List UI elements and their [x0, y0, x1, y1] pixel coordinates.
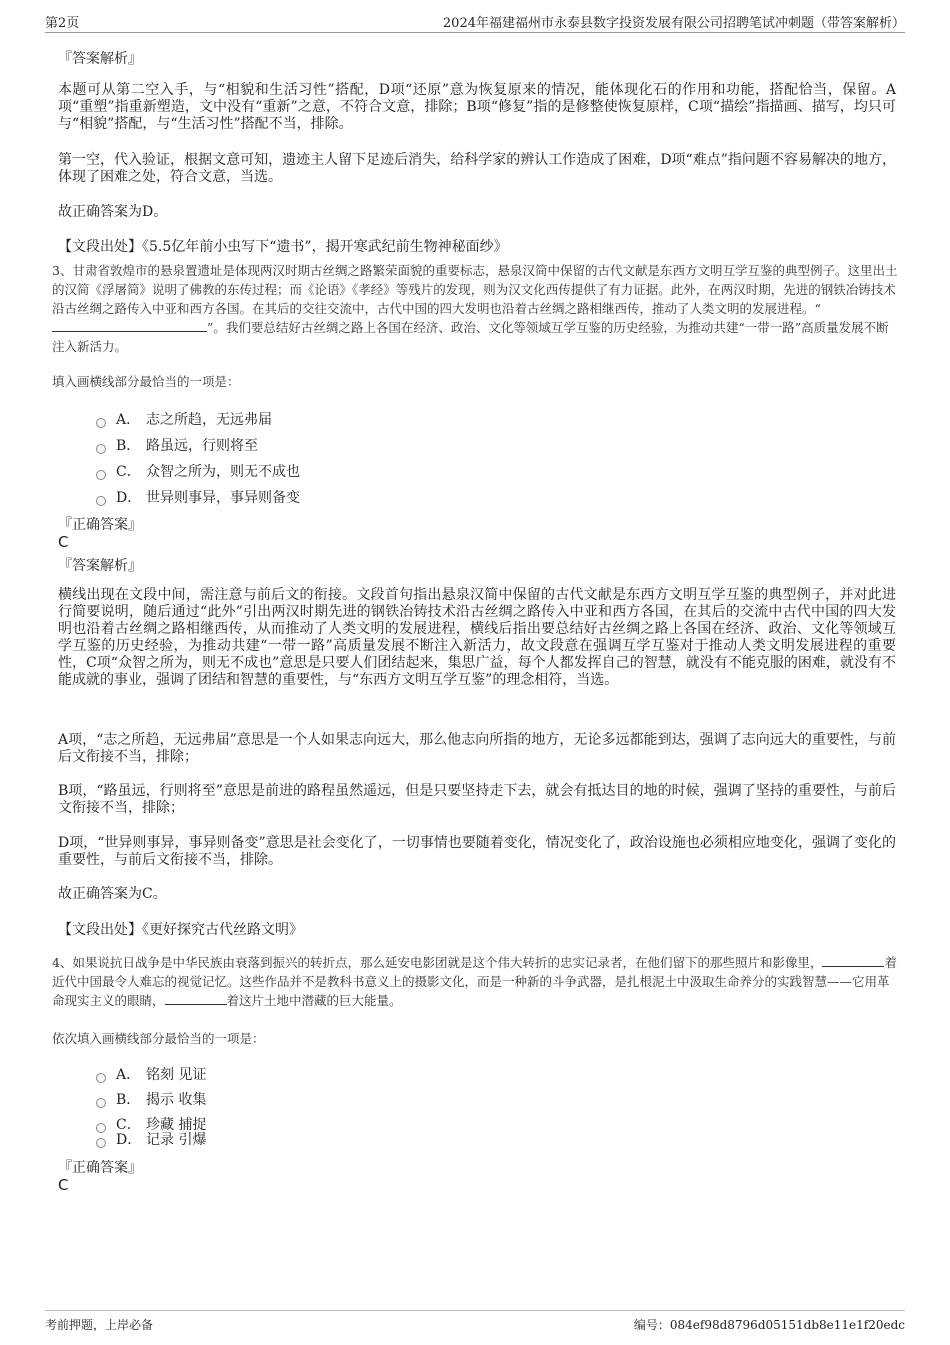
q3-analysis-d: D项，“世异则事异，事异则备变”意思是社会变化了，一切事情也要随着变化，情况变化了，政治设施也必须相应地变化，强调了变化的重要性，与前后文衔接不当，排除。: [58, 835, 896, 868]
q3-stem-b: ”。我们要总结好古丝绸之路上各国在经济、政治、文化等领域互学互鉴的历史经验，为推动共建“一带一路”高质量发展不断注入新活力。: [52, 320, 889, 354]
q3-option-b[interactable]: B． 路虽远，行则将至: [96, 435, 258, 455]
q3-analysis-a: A项，“志之所趋，无远弗届”意思是一个人如果志向远大，那么他志向所指的地方，无论多远都能到达，强调了志向远大的重要性，与前后文衔接不当，排除；: [58, 732, 896, 765]
q4-blank-2: [165, 992, 227, 1005]
q3-option-d[interactable]: D． 世异则事异，事异则备变: [96, 487, 300, 507]
q3-option-a[interactable]: A． 志之所趋，无远弗届: [96, 409, 272, 429]
q4-prompt: 依次填入画横线部分最恰当的一项是：: [52, 1031, 265, 1046]
radio-icon[interactable]: [96, 1138, 106, 1148]
radio-icon[interactable]: [96, 1073, 106, 1083]
q2-conclusion: 故正确答案为D。: [58, 204, 168, 220]
radio-icon[interactable]: [96, 418, 106, 428]
q4-stem-b: 着近代中国最令人难忘的视觉记忆。这些作品并不是教科书意义上的摄影文化，而是一种新的斗争武器，是扎根泥土中汲取生命养分的实践智慧——它用革命现实主义的眼睛，: [52, 955, 897, 1008]
q3-option-c[interactable]: C． 众智之所为，则无不成也: [96, 461, 300, 481]
q4-stem-a: 4、如果说抗日战争是中华民族由衰落到振兴的转折点，那么延安电影团就是这个伟大转折的忠实记录者，在他们留下的那些照片和影像里，: [52, 955, 823, 970]
q4-stem-c: 着这片土地中潜藏的巨大能量。: [226, 993, 402, 1008]
q3-conclusion: 故正确答案为C。: [58, 886, 167, 902]
q3-stem: [52, 261, 898, 356]
q4-blank-1: [822, 954, 884, 967]
q3-prompt: 填入画横线部分最恰当的一项是：: [52, 374, 240, 389]
q2-analysis-para2: 第一空，代入验证，根据文意可知，遗迹主人留下足迹后消失，给科学家的辨认工作造成了困难，D项“难点”指问题不容易解决的地方，体现了困难之处，符合文意，当选。: [58, 152, 896, 185]
radio-icon[interactable]: [96, 444, 106, 454]
document-id: 编号：084ef98d8796d05151db8e11e1f20edc: [633, 1318, 905, 1332]
q4-option-b[interactable]: B． 揭示 收集: [96, 1089, 206, 1109]
q3-analysis-label: 『答案解析』: [58, 558, 142, 574]
radio-icon[interactable]: [96, 470, 106, 480]
q3-analysis-main: 横线出现在文段中间，需注意与前后文的衔接。文段首句指出悬泉汉简中保留的古代文献是东西方文明互学互鉴的典型例子，并对此进行简要说明，随后通过“此外”引出两汉时期先进的钢铁冶铸技术沿古丝绸之路传入中亚和西方各国，在其后的交流中古代中国的四大发明也沿着古丝绸之路相继西传，从而推动了人类文明的发展进程，横线后指出要总结好古丝绸之路上各国在经济、政治、文化等领域互学互鉴的历史经验，为推动共建“一带一路”高质量发展不断注入新活力，故文段意在强调互学互鉴对于推动人类文明发展进程的重要性，C项“众智之所为，则无不成也”意思是只要人们团结起来，集思广益，每个人都发挥自己的智慧，就没有不能克服的困难，就没有不能成就的事业，强调了团结和智慧的重要性，与“东西方文明互学互鉴”的理念相符，当选。: [58, 587, 896, 688]
footer-slogan: 考前押题，上岸必备: [45, 1318, 154, 1332]
q3-blank: [52, 319, 207, 332]
q4-answer: C: [58, 1176, 69, 1194]
q3-stem-a: 3、甘肃省敦煌市的悬泉置遗址是体现两汉时期古丝绸之路繁荣面貌的重要标志，悬泉汉简中保留的古代文献是东西方文明互学互鉴的典型例子。这里出土的汉简《浮屠简》说明了佛教的东传过程；而《论语》《孝经》等残片的发现，则为汉文化西传提供了有力证据。此外，在两汉时期，先进的钢铁冶铸技术沿古丝绸之路传入中亚和西方各国。在其后的交往交流中，古代中国的四大发明也沿着古丝绸之路相继西传，推动了人类文明的发展进程。“: [52, 263, 898, 316]
q3-answer: C: [58, 533, 69, 551]
q4-option-d[interactable]: D． 记录 引爆: [96, 1129, 206, 1149]
q3-answer-label: 『正确答案』: [58, 517, 142, 533]
q4-option-a[interactable]: A． 铭刻 见证: [96, 1064, 206, 1084]
q4-option-c[interactable]: C． 珍藏 捕捉: [96, 1114, 206, 1134]
q2-analysis-label: 『答案解析』: [58, 51, 142, 67]
q3-source: 【文段出处】《更好探究古代丝路文明》: [58, 922, 303, 938]
document-title: 2024年福建福州市永泰县数字投资发展有限公司招聘笔试冲刺题（带答案解析）: [442, 16, 905, 31]
radio-icon[interactable]: [96, 496, 106, 506]
page-header: [45, 10, 905, 33]
q4-stem: [52, 953, 898, 1010]
radio-icon[interactable]: [96, 1098, 106, 1108]
q2-source: 【文段出处】《5.5亿年前小虫写下“遗书”，揭开寒武纪前生物神秘面纱》: [58, 239, 508, 255]
q4-answer-label: 『正确答案』: [58, 1160, 142, 1176]
page-number: 第2页: [45, 16, 80, 31]
q2-analysis-para1: 本题可从第二空入手，与“相貌和生活习性”搭配，D项“还原”意为恢复原来的情况，能体现化石的作用和功能，搭配恰当，保留。A项“重塑”指重新塑造，文中没有“重新”之意，不符合文意，排除；B项“修复”指的是修整使恢复原样，C项“描绘”指描画、描写，均只可与“相貌”搭配，与“生活习性”搭配不当，排除。: [58, 82, 896, 132]
q3-analysis-b: B项，“路虽远，行则将至”意思是前进的路程虽然遥远，但是只要坚持走下去，就会有抵达目的地的时候，强调了坚持的重要性，与前后文衔接不当，排除；: [58, 783, 896, 816]
page-footer: [45, 1310, 905, 1335]
